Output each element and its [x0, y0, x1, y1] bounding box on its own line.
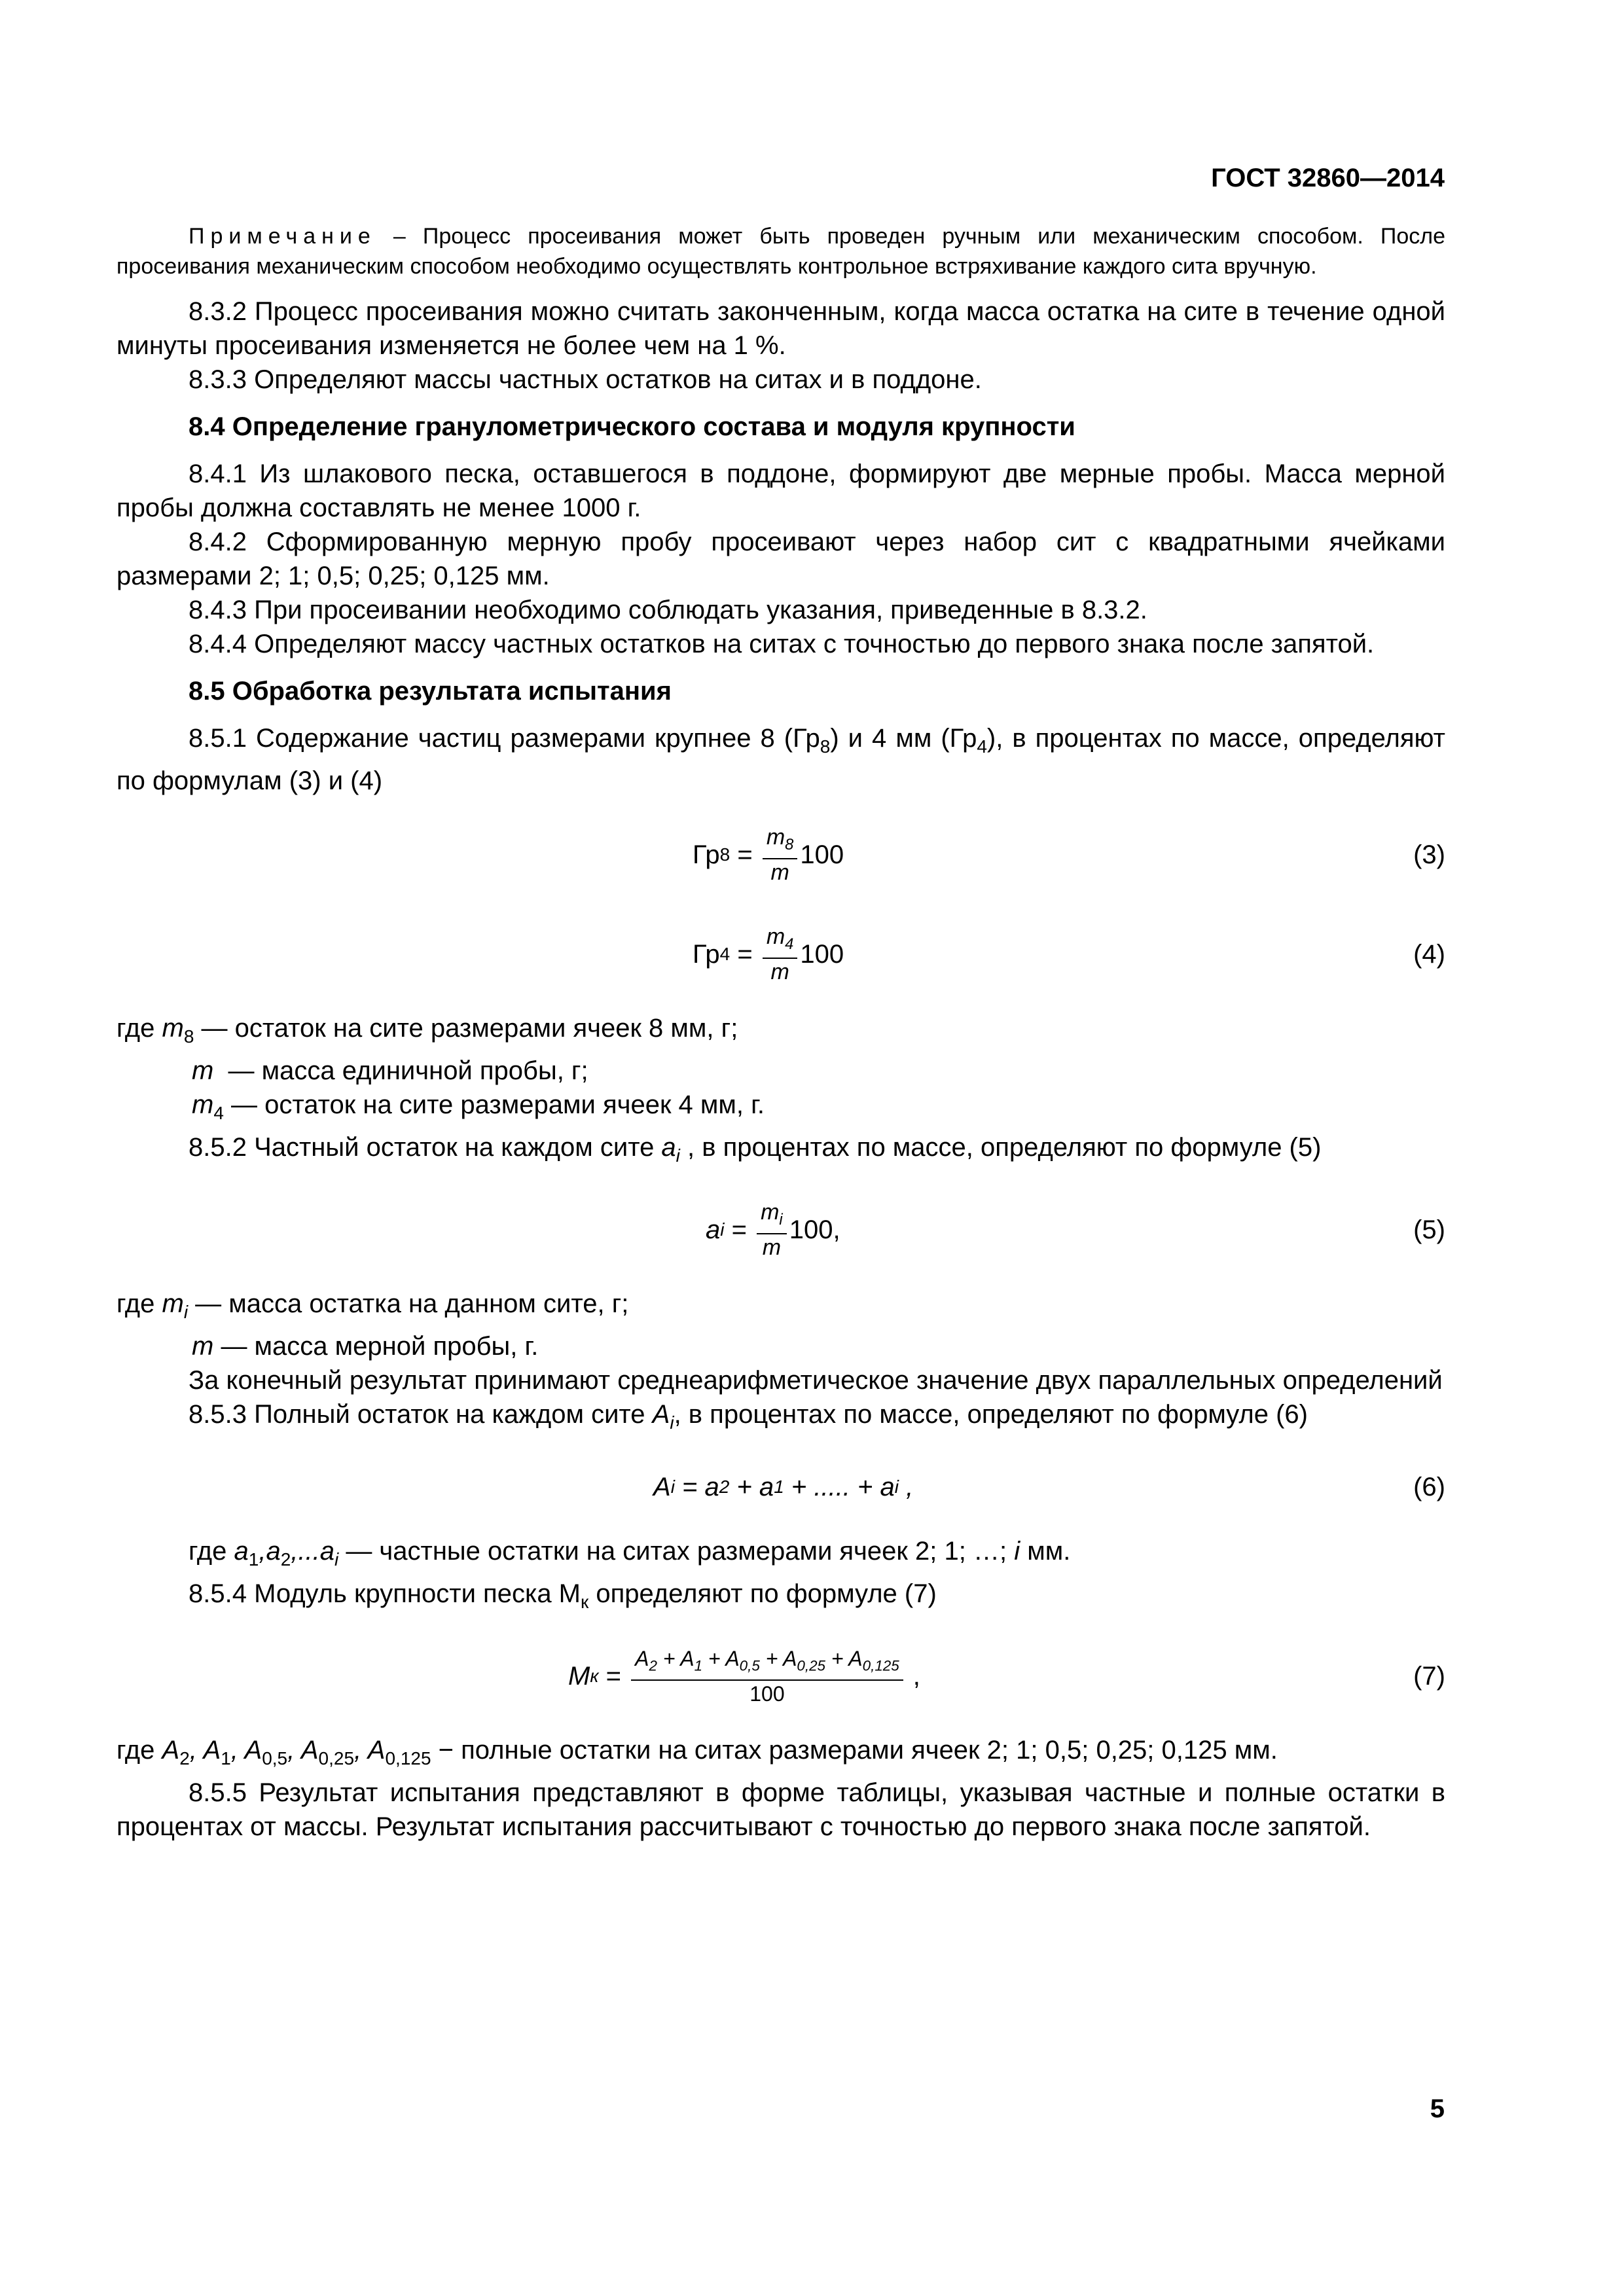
- subscript: i: [670, 1477, 675, 1497]
- text-span: — частные остатки на ситах размерами ячеек 2; 1; …;: [338, 1537, 1015, 1566]
- text-span: — остаток на сите размерами ячеек 4 мм, г.: [223, 1090, 765, 1119]
- page-number: 5: [1430, 2094, 1445, 2123]
- subscript: i: [670, 1412, 674, 1433]
- text-span: ) и 4 мм (Гр: [830, 724, 977, 753]
- fraction: [763, 824, 798, 886]
- variable: m: [162, 1014, 184, 1043]
- subscript: 4: [977, 736, 987, 757]
- formula-lhs: Гр: [693, 840, 720, 869]
- paragraph-8-5-2: [117, 1130, 1445, 1173]
- subscript: 4: [213, 1103, 224, 1123]
- equals-sign: =: [730, 840, 760, 869]
- paragraph-final-result: За конечный результат принимают среднеарифметическое значение двух параллельных определений: [189, 1366, 1443, 1395]
- numerator: [631, 1645, 903, 1680]
- variable: a: [234, 1537, 249, 1566]
- text-span: — масса единичной пробы, г;: [213, 1056, 588, 1085]
- formula-3: [117, 812, 1445, 897]
- paragraph-8-3-3: 8.3.3 Определяют массы частных остатков на ситах и в поддоне.: [189, 365, 982, 394]
- formula-4-number: (4): [1413, 940, 1445, 969]
- variable: m: [192, 1090, 214, 1119]
- numerator-term: + A: [702, 1647, 740, 1671]
- subscript: i: [779, 1210, 783, 1229]
- formula-6-body: [653, 1454, 913, 1520]
- subscript: 2: [719, 1477, 730, 1497]
- numerator: [763, 824, 798, 859]
- variable: m: [192, 1332, 214, 1361]
- text-span: — масса мерной пробы, г.: [213, 1332, 539, 1361]
- formula-lhs: a: [706, 1215, 721, 1244]
- numerator: [757, 1199, 787, 1234]
- paragraph-8-4-1: 8.4.1 Из шлакового песка, оставшегося в поддоне, формируют две мерные пробы. Масса мерной пробы должна составлять не менее 1000 г.: [117, 459, 1445, 522]
- formula-lhs: Гр: [693, 940, 720, 969]
- equals-sign: =: [730, 940, 760, 969]
- formula-4-body: [693, 912, 844, 997]
- section-heading-8-4: 8.4 Определение гранулометрического состава и модуля крупности: [189, 412, 1075, 441]
- fraction: [763, 924, 798, 985]
- paragraph-8-3-2: 8.3.2 Процесс просеивания можно считать законченным, когда масса остатка на сите в течение одной минуты просеивания изменяется не более чем на 1 %.: [117, 297, 1445, 360]
- paragraph-8-4-3: 8.4.3 При просеивании необходимо соблюдать указания, приведенные в 8.3.2.: [189, 596, 1147, 624]
- subscript: 0,125: [862, 1657, 899, 1674]
- variable: , A: [354, 1736, 386, 1765]
- subscript: 1: [221, 1748, 231, 1768]
- where-line: [117, 1329, 1445, 1363]
- subscript: 0,25: [797, 1657, 826, 1674]
- variable: ,...a: [291, 1537, 334, 1566]
- subscript: 0,5: [262, 1748, 288, 1768]
- document-code: ГОСТ 32860—2014: [1211, 164, 1445, 192]
- variable: A: [162, 1736, 180, 1765]
- where-line: [117, 1054, 1445, 1088]
- formula-5: [117, 1187, 1445, 1272]
- formula-3-number: (3): [1413, 840, 1445, 869]
- text-span: 8.5.4 Модуль крупности песка М: [189, 1579, 581, 1608]
- text-span: где: [117, 1014, 162, 1043]
- multiplier: 100: [800, 940, 844, 969]
- text-span: 8.5.1 Содержание частиц размерами крупнее 8 (Гр: [189, 724, 820, 753]
- multiplier: 100,: [789, 1215, 840, 1244]
- formula-tail: ,: [905, 1662, 920, 1691]
- equals-sign: =: [598, 1662, 629, 1691]
- variable: m: [192, 1056, 214, 1085]
- paragraph-8-5-5: 8.5.5 Результат испытания представляют в форме таблицы, указывая частные и полные остатки в процентах от массы. Результат испытания рассчитывают с точностью до первого знака после запятой.: [117, 1778, 1445, 1841]
- formula-6: [117, 1454, 1445, 1520]
- subscript: 1: [774, 1477, 784, 1497]
- paragraph-8-4-2: 8.4.2 Сформированную мерную пробу просеивают через набор сит с квадратными ячейками размерами 2; 1; 0,5; 0,25; 0,125 мм.: [117, 528, 1445, 590]
- subscript: i: [183, 1302, 189, 1322]
- formula-term: ,: [898, 1473, 914, 1501]
- variable: ,a: [259, 1537, 281, 1566]
- denominator: m: [762, 1234, 782, 1260]
- note-paragraph: [117, 221, 1445, 281]
- formula-term: = a: [674, 1473, 719, 1501]
- formula-term: + ..... + a: [784, 1473, 895, 1501]
- formula-5-body: [706, 1187, 840, 1272]
- text-span: ), в процентах по массе, определяют по формулам (3) и (4): [117, 724, 1446, 795]
- numerator-term: + A: [759, 1647, 797, 1671]
- subscript: 4: [785, 935, 794, 953]
- page-body: [117, 221, 1445, 1844]
- where-line: [117, 1088, 1445, 1130]
- subscript: i: [676, 1145, 680, 1166]
- subscript: 2: [280, 1549, 291, 1570]
- numerator-var: m: [766, 825, 785, 850]
- subscript: 8: [719, 844, 731, 865]
- numerator-var: m: [766, 924, 785, 950]
- text-span: — масса остатка на данном сите, г;: [188, 1289, 629, 1318]
- multiplier: 100: [800, 840, 844, 869]
- variable: i: [1014, 1537, 1020, 1566]
- paragraph-8-5-3: [117, 1397, 1445, 1440]
- formula-7-body: [568, 1634, 920, 1719]
- equals-sign: =: [724, 1215, 755, 1244]
- text-span: где: [117, 1736, 162, 1765]
- formula-3-body: [693, 812, 844, 897]
- subscript: i: [894, 1477, 899, 1497]
- text-span: мм.: [1020, 1537, 1071, 1566]
- where-line: [117, 1011, 1445, 1054]
- text-span: где: [117, 1289, 162, 1318]
- subscript: 8: [183, 1026, 194, 1047]
- subscript: к: [581, 1592, 589, 1612]
- variable: m: [162, 1289, 184, 1318]
- numerator: [763, 924, 798, 959]
- where-line: [117, 1733, 1445, 1776]
- text-span: 8.5.2 Частный остаток на каждом сите: [189, 1133, 662, 1162]
- note-label: Примечание: [189, 224, 376, 249]
- formula-4: [117, 912, 1445, 997]
- subscript: i: [334, 1549, 339, 1570]
- text-span: где: [189, 1537, 234, 1566]
- subscript: 8: [785, 835, 794, 853]
- subscript: 0,125: [385, 1748, 431, 1768]
- subscript: 2: [649, 1657, 657, 1674]
- text-span: − полные остатки на ситах размерами ячеек 2; 1; 0,5; 0,25; 0,125 мм.: [431, 1736, 1278, 1765]
- variable: a: [661, 1133, 676, 1162]
- subscript: 4: [719, 944, 731, 964]
- formula-lhs: A: [653, 1473, 671, 1501]
- variable: , A: [230, 1736, 262, 1765]
- text-span: — остаток на сите размерами ячеек 8 мм, г;: [194, 1014, 738, 1043]
- text-span: , в процентах по массе, определяют по формуле (5): [679, 1133, 1322, 1162]
- subscript: 2: [179, 1748, 190, 1768]
- formula-6-number: (6): [1413, 1473, 1445, 1501]
- where-line: [117, 1287, 1445, 1329]
- paragraph-8-5-1: [117, 721, 1445, 798]
- formula-lhs: M: [568, 1662, 590, 1691]
- fraction: [631, 1645, 903, 1706]
- text-span: определяют по формуле (7): [588, 1579, 937, 1608]
- where-line: [117, 1534, 1445, 1577]
- numerator-var: m: [761, 1200, 780, 1225]
- text-span: , в процентах по массе, определяют по формуле (6): [674, 1400, 1308, 1429]
- section-heading-8-5: 8.5 Обработка результата испытания: [189, 677, 672, 706]
- numerator-term: A: [635, 1647, 649, 1671]
- note-text: – Процесс просеивания может быть проведен ручным или механическим способом. После просеивания механическим способом необходимо осуществлять контрольное встряхивание каждого сита вручную.: [117, 224, 1445, 279]
- denominator: 100: [749, 1681, 785, 1706]
- subscript: 8: [820, 736, 831, 757]
- subscript: 0,5: [739, 1657, 760, 1674]
- variable: , A: [287, 1736, 319, 1765]
- subscript: 1: [694, 1657, 703, 1674]
- formula-7-number: (7): [1413, 1662, 1445, 1691]
- formula-term: + a: [729, 1473, 774, 1501]
- numerator-term: + A: [825, 1647, 863, 1671]
- formula-7: [117, 1634, 1445, 1719]
- denominator: m: [770, 859, 789, 885]
- formula-5-number: (5): [1413, 1215, 1445, 1244]
- variable: A: [652, 1400, 670, 1429]
- variable: , A: [189, 1736, 221, 1765]
- subscript: 0,25: [318, 1748, 355, 1768]
- paragraph-8-4-4: 8.4.4 Определяют массу частных остатков на ситах с точностью до первого знака после запятой.: [189, 630, 1375, 658]
- numerator-term: + A: [657, 1647, 695, 1671]
- denominator: m: [770, 959, 789, 984]
- paragraph-8-5-4: [117, 1577, 1445, 1619]
- subscript: i: [720, 1219, 725, 1240]
- fraction: [757, 1199, 787, 1261]
- text-span: 8.5.3 Полный остаток на каждом сите: [189, 1400, 653, 1429]
- subscript: 1: [248, 1549, 259, 1570]
- subscript: к: [590, 1666, 599, 1686]
